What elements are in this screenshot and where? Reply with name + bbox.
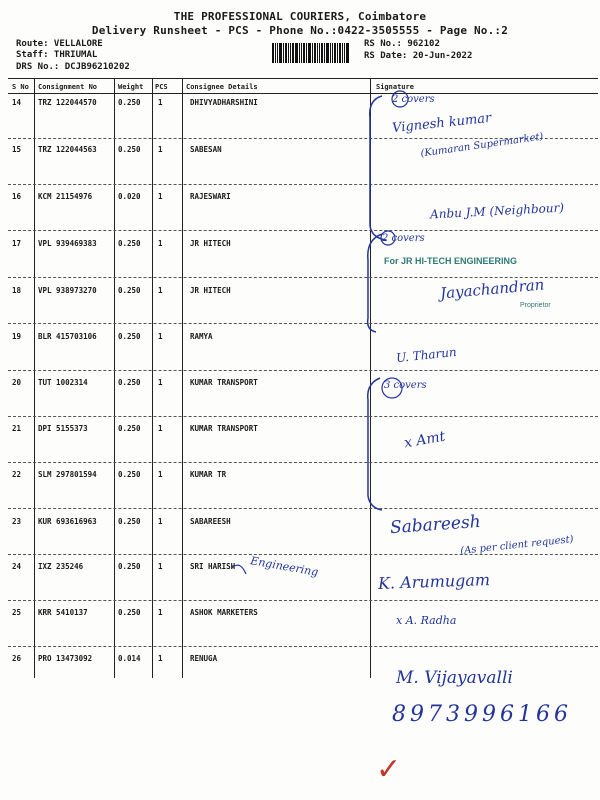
row-pcs: 1 <box>158 608 163 617</box>
hw-covers: 2 covers <box>392 94 435 105</box>
row-consignment: TRZ 122044563 <box>38 145 97 154</box>
hw-signature: K. Arumugam <box>377 570 491 593</box>
row-sno: 15 <box>12 145 22 154</box>
col-sno: S No <box>12 83 29 91</box>
company-title: THE PROFESSIONAL COURIERS, Coimbatore <box>173 10 427 23</box>
row-pcs: 1 <box>158 239 163 248</box>
col-weight: Weight <box>118 83 144 91</box>
row-weight: 0.250 <box>118 239 141 248</box>
row-weight: 0.250 <box>118 424 141 433</box>
row-consignee: DHIVYADHARSHINI <box>190 98 258 107</box>
row-weight: 0.250 <box>118 332 141 341</box>
row-consignee: KUMAR TRANSPORT <box>190 424 258 433</box>
row-pcs: 1 <box>158 654 163 663</box>
row-weight: 0.250 <box>118 145 141 154</box>
row-weight: 0.250 <box>118 608 141 617</box>
hw-note: (Kumaran Supermarket) <box>419 131 545 160</box>
col-pcs: PCS <box>155 83 168 91</box>
row-consignee: KUMAR TRANSPORT <box>190 378 258 387</box>
drs-number: DRS No.: DCJB96210202 <box>16 62 130 72</box>
row-weight: 0.250 <box>118 98 141 107</box>
ink-mark <box>232 565 246 574</box>
row-pcs: 1 <box>158 286 163 295</box>
row-consignee: ASHOK MARKETERS <box>190 608 258 617</box>
rs-number: RS No.: 962102 <box>364 39 440 49</box>
row-consignment: VPL 938973270 <box>38 286 97 295</box>
row-weight: 0.250 <box>118 562 141 571</box>
row-weight: 0.250 <box>118 517 141 526</box>
row-consignee: RAJESWARI <box>190 192 231 201</box>
bracket-mark <box>368 378 382 510</box>
row-consignment: VPL 939469383 <box>38 239 97 248</box>
row-consignment: KUR 693616963 <box>38 517 97 526</box>
row-consignee: RAMYA <box>190 332 213 341</box>
hw-covers: 3 covers <box>384 380 427 391</box>
row-pcs: 1 <box>158 378 163 387</box>
row-consignment: IXZ 235246 <box>38 562 84 571</box>
row-sno: 16 <box>12 192 22 201</box>
row-consignment: PRO 13473092 <box>38 654 93 663</box>
row-pcs: 1 <box>158 192 163 201</box>
row-consignee: JR HITECH <box>190 286 231 295</box>
hw-covers: 2 covers <box>382 233 425 244</box>
col-consignee: Consignee Details <box>186 83 258 91</box>
staff-label: Staff: THRIUMAL <box>16 50 98 60</box>
row-consignee: JR HITECH <box>190 239 231 248</box>
hw-signature: x Amt <box>402 428 447 452</box>
hw-signature: M. Vijayavalli <box>396 668 513 688</box>
row-weight: 0.250 <box>118 470 141 479</box>
stamp-proprietor: Proprietor <box>520 302 551 309</box>
runsheet-subtitle: Delivery Runsheet - PCS - Phone No.:0422-3505555 - Page No.:2 <box>91 24 509 37</box>
row-pcs: 1 <box>158 470 163 479</box>
row-weight: 0.014 <box>118 654 141 663</box>
row-consignment: SLM 297801594 <box>38 470 97 479</box>
hw-signature: Jayachandran <box>439 275 546 303</box>
row-consignment: TUT 1002314 <box>38 378 88 387</box>
row-sno: 20 <box>12 378 22 387</box>
hw-phone: 8973996166 <box>392 702 572 727</box>
row-weight: 0.020 <box>118 192 141 201</box>
row-sno: 19 <box>12 332 22 341</box>
row-weight: 0.250 <box>118 378 141 387</box>
row-consignee: SABAREESH <box>190 517 231 526</box>
row-sno: 17 <box>12 239 22 248</box>
rs-date: RS Date: 20-Jun-2022 <box>364 51 473 61</box>
row-consignment: KCM 21154976 <box>38 192 93 201</box>
hw-signature: U. Tharun <box>395 344 458 366</box>
row-sno: 26 <box>12 654 22 663</box>
row-sno: 18 <box>12 286 22 295</box>
row-sno: 22 <box>12 470 22 479</box>
row-pcs: 1 <box>158 332 163 341</box>
row-sno: 23 <box>12 517 22 526</box>
row-consignee: RENUGA <box>190 654 218 663</box>
hw-note: (As per client request) <box>459 534 575 557</box>
tick-icon: ✓ <box>376 752 402 787</box>
row-consignment: TRZ 122044570 <box>38 98 97 107</box>
hw-note: Engineering <box>249 554 320 579</box>
bracket-mark <box>370 96 386 240</box>
row-consignment: DPI 5155373 <box>38 424 88 433</box>
row-pcs: 1 <box>158 145 163 154</box>
row-consignee: SRI HARISH <box>190 562 236 571</box>
row-consignee: SABESAN <box>190 145 222 154</box>
row-sno: 24 <box>12 562 22 571</box>
route-label: Route: VELLALORE <box>16 39 103 49</box>
row-sno: 21 <box>12 424 22 433</box>
bracket-mark <box>368 234 382 332</box>
row-sno: 14 <box>12 98 22 107</box>
row-consignment: KRR 5410137 <box>38 608 88 617</box>
row-pcs: 1 <box>158 517 163 526</box>
company-stamp: For JR HI-TECH ENGINEERING <box>384 256 518 266</box>
row-pcs: 1 <box>158 424 163 433</box>
hw-signature: Anbu J.M (Neighbour) <box>429 200 565 222</box>
col-consignment: Consignment No <box>38 83 98 91</box>
hw-signature: x A. Radha <box>396 614 457 627</box>
row-pcs: 1 <box>158 98 163 107</box>
row-weight: 0.250 <box>118 286 141 295</box>
col-signature: Signature <box>376 83 414 91</box>
row-pcs: 1 <box>158 562 163 571</box>
hw-signature: Vignesh kumar <box>391 110 492 137</box>
row-consignment: BLR 415703106 <box>38 332 97 341</box>
hw-signature: Sabareesh <box>389 511 482 539</box>
row-sno: 25 <box>12 608 22 617</box>
row-consignee: KUMAR TR <box>190 470 227 479</box>
